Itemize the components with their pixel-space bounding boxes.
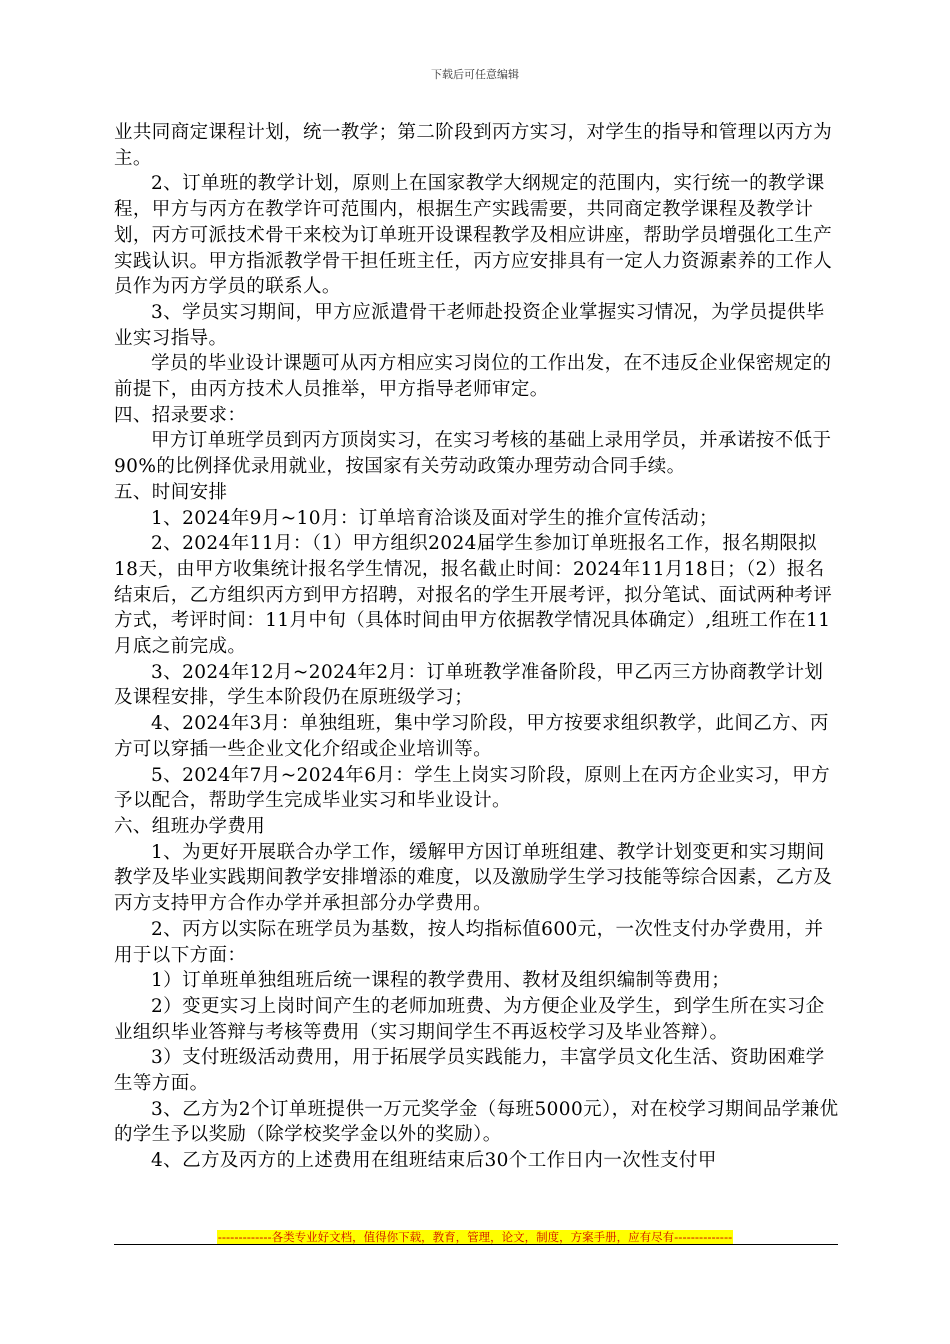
footer-rule bbox=[114, 1244, 838, 1245]
paragraph: 3、乙方为2个订单班提供一万元奖学金（每班5000元），对在校学习期间品学兼优的学生予以奖励（除学校奖学金以外的奖励）。 bbox=[114, 1098, 839, 1146]
page-header: 下载后可任意编辑 bbox=[431, 68, 519, 81]
paragraph: 2、丙方以实际在班学员为基数，按人均指标值600元，一次性支付办学费用，并用于以下方面： bbox=[114, 918, 824, 966]
paragraph: 3、学员实习期间，甲方应派遣骨干老师赴投资企业掌握实习情况，为学员提供毕业实习指导。 bbox=[114, 301, 825, 349]
section-heading: 六、组班办学费用 bbox=[114, 815, 266, 837]
paragraph: 2、2024年11月：（1）甲方组织2024届学生参加订单班报名工作，报名期限拟18天，由甲方收集统计报名学生情况，报名截止时间：2024年11月18日；（2）报名结束后，乙方组织丙方到甲方招聘，对报名的学生开展考评，拟分笔试、面试两种考评方式，考评时间：11月中旬（具体时间由甲方依据教学情况具体确定）,组班工作在11月底之前完成。 bbox=[114, 533, 833, 658]
paragraph: 5、2024年7月~2024年6月：学生上岗实习阶段，原则上在丙方企业实习，甲方予以配合，帮助学生完成毕业实习和毕业设计。 bbox=[114, 764, 830, 812]
paragraph: 1）订单班单独组班后统一课程的教学费用、教材及组织编制等费用； bbox=[151, 970, 731, 992]
footer-banner bbox=[0, 1226, 950, 1245]
paragraph: 1、2024年9月~10月：订单培育洽谈及面对学生的推介宣传活动； bbox=[151, 507, 718, 529]
paragraph: 2、订单班的教学计划，原则上在国家教学大纲规定的范围内，实行统一的教学课程，甲方与丙方在教学许可范围内，根据生产实践需要，共同商定教学课程及教学计划，丙方可派技术骨干来校为订单班开设课程教学及相应讲座，帮助学员增强化工生产实践认识。甲方指派教学骨干担任班主任，丙方应安排具有一定人力资源素养的工作人员作为丙方学员的联系人。 bbox=[114, 173, 833, 298]
paragraph: 4、2024年3月：单独组班，集中学习阶段，甲方按要求组织教学，此间乙方、丙方可以穿插一些企业文化介绍或企业培训等。 bbox=[114, 713, 829, 760]
footer-banner-text: -------------各类专业好文档，值得你下载，教育，管理，论文，制度，方案手册，应有尽有-------------- bbox=[217, 1230, 733, 1244]
paragraph: 3）支付班级活动费用，用于拓展学员实践能力，丰富学员文化生活、资助困难学生等方面。 bbox=[114, 1047, 825, 1095]
document-body bbox=[114, 120, 840, 1174]
section-heading: 五、时间安排 bbox=[114, 481, 228, 503]
paragraph: 业共同商定课程计划，统一教学；第二阶段到丙方实习，对学生的指导和管理以丙方为主。 bbox=[114, 122, 833, 169]
paragraph: 学员的毕业设计课题可从丙方相应实习岗位的工作出发，在不违反企业保密规定的前提下，由丙方技术人员推举，甲方指导老师审定。 bbox=[114, 353, 832, 401]
paragraph: 1、为更好开展联合办学工作，缓解甲方因订单班组建、教学计划变更和实习期间教学及毕业实践期间教学安排增添的难度，以及激励学生学习技能等综合因素，乙方及丙方支持甲方合作办学并承担部分办学费用。 bbox=[114, 841, 833, 915]
paragraph: 4、乙方及丙方的上述费用在组班结束后30个工作日内一次性支付甲 bbox=[151, 1150, 717, 1172]
paragraph: 2）变更实习上岗时间产生的老师加班费、为方便企业及学生，到学生所在实习企业组织毕业答辩与考核等费用（实习期间学生不再返校学习及毕业答辩）。 bbox=[114, 995, 825, 1043]
paragraph: 3、2024年12月~2024年2月：订单班教学准备阶段，甲乙丙三方协商教学计划及课程安排，学生本阶段仍在原班级学习； bbox=[114, 661, 824, 709]
paragraph: 甲方订单班学员到丙方顶岗实习，在实习考核的基础上录用学员，并承诺按不低于90%的比例择优录用就业，按国家有关劳动政策办理劳动合同手续。 bbox=[114, 430, 832, 478]
section-heading: 四、招录要求： bbox=[114, 404, 247, 426]
